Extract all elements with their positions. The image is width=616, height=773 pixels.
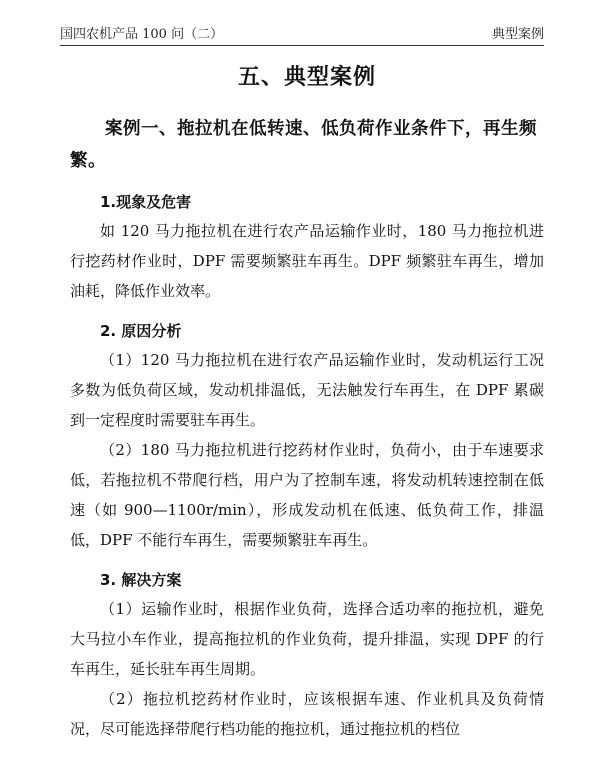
paragraph: （1）运输作业时，根据作业负荷，选择合适功率的拖拉机，避免大马拉小车作业，提高拖拉机的作业负荷，提升排温，实现 DPF 的行车再生，延长驻车再生周期。 (70, 600, 544, 678)
page-header (60, 22, 544, 46)
paragraph: 如 120 马力拖拉机在进行农产品运输作业时，180 马力拖拉机进行挖药材作业时，DPF 需要频繁驻车再生。DPF 频繁驻车再生，增加油耗，降低作业效率。 (70, 222, 544, 300)
section-solution (70, 569, 544, 744)
paragraph: （2）拖拉机挖药材作业时，应该根据车速、作业机具及负荷情况，尽可能选择带爬行档功能的拖拉机，通过拖拉机的档位 (70, 690, 544, 738)
paragraph: （1）120 马力拖拉机在进行农产品运输作业时，发动机运行工况多数为低负荷区域，发动机排温低，无法触发行车再生，在 DPF 累碳到一定程度时需要驻车再生。 (70, 351, 544, 429)
case-title: 案例一、拖拉机在低转速、低负荷作业条件下，再生频繁。 (70, 119, 537, 171)
header-right: 典型案例 (491, 27, 544, 42)
section-heading: 1.现象及危害 (100, 193, 192, 211)
section-heading: 2. 原因分析 (100, 322, 182, 340)
paragraph: （2）180 马力拖拉机进行挖药材作业时，负荷小，由于车速要求低，若拖拉机不带爬行档，用户为了控制车速，将发动机转速控制在低速（如 900—1100r/min），形成发动机在低速、低负荷工作，排温低，DPF 不能行车再生，需要频繁驻车再生。 (70, 441, 544, 549)
document-body (70, 52, 544, 744)
section-cause (70, 320, 544, 555)
header-left: 国四农机产品 100 问（二） (60, 27, 224, 42)
section-phenomenon (70, 191, 544, 306)
chapter-title: 五、典型案例 (237, 65, 376, 90)
section-heading: 3. 解决方案 (100, 571, 182, 589)
